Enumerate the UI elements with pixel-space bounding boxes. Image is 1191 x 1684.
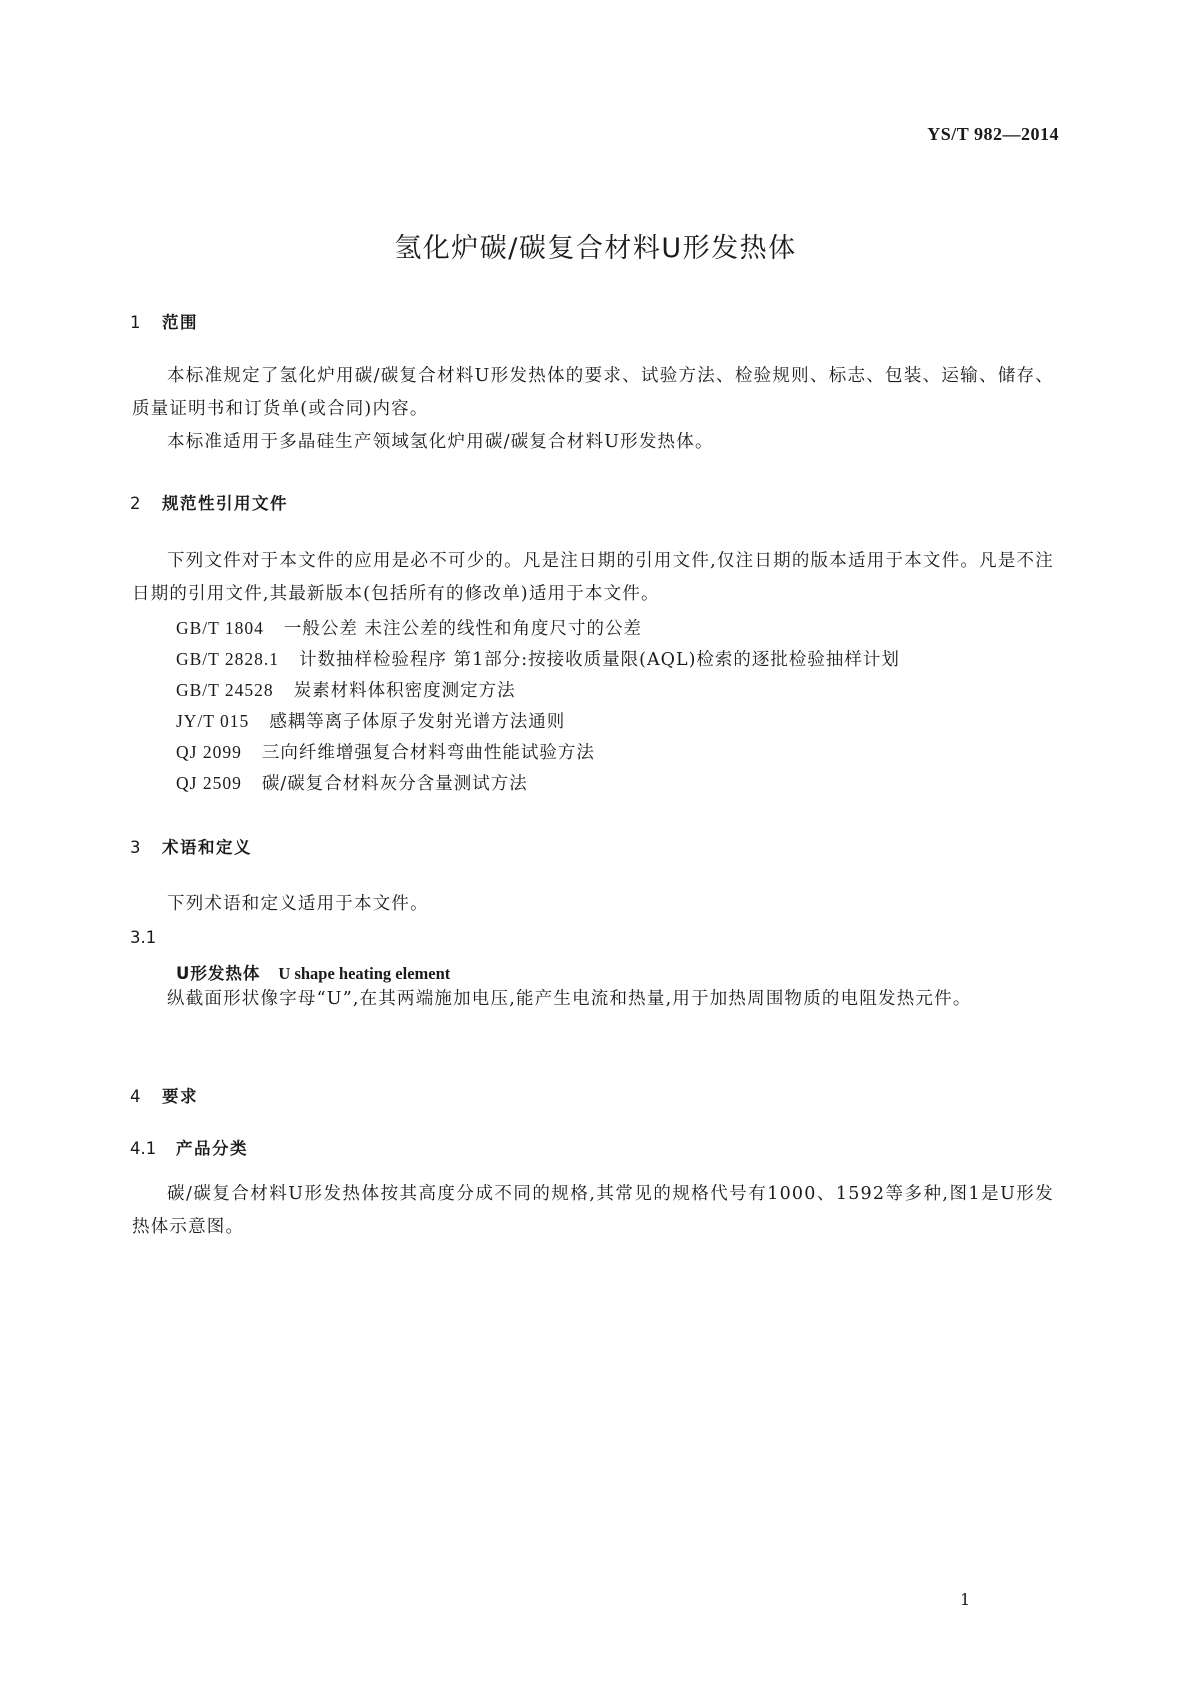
reference-item <box>176 770 528 795</box>
reference-code: GB/T 2828.1 <box>176 649 280 669</box>
section-number: 2 <box>130 494 141 513</box>
section-title: 要求 <box>162 1087 198 1106</box>
reference-title: 三向纤维增强复合材料弯曲性能试验方法 <box>261 743 595 763</box>
term-number: 3.1 <box>130 928 157 947</box>
section-title: 规范性引用文件 <box>162 494 288 513</box>
terms-intro: 下列术语和定义适用于本文件。 <box>167 894 429 914</box>
reference-code: GB/T 1804 <box>176 618 264 638</box>
section-1-heading <box>130 309 198 333</box>
document-title: 氢化炉碳/碳复合材料U形发热体 <box>394 233 797 264</box>
section-number: 3 <box>130 838 141 857</box>
term-name-cn: U形发热体 <box>176 964 261 983</box>
reference-title: 感耦等离子体原子发射光谱方法通则 <box>269 712 566 732</box>
reference-item <box>176 739 595 764</box>
section-number: 1 <box>130 313 141 332</box>
standard-code: YS/T 982—2014 <box>927 124 1059 144</box>
section-title: 术语和定义 <box>162 838 252 857</box>
page-number: 1 <box>960 1590 971 1609</box>
section-3-heading <box>130 834 252 858</box>
term-definition: 纵截面形状像字母“U”,在其两端施加电压,能产生电流和热量,用于加热周围物质的电阻发热元件。 <box>167 989 972 1009</box>
term-name <box>176 960 450 984</box>
reference-item <box>176 615 642 640</box>
subsection-title: 产品分类 <box>176 1139 248 1158</box>
section-2-heading <box>130 490 288 514</box>
reference-code: JY/T 015 <box>176 711 250 731</box>
reference-title: 炭素材料体积密度测定方法 <box>293 681 516 701</box>
scope-paragraph-2: 本标准适用于多晶硅生产领域氢化炉用碳/碳复合材料U形发热体。 <box>167 432 714 452</box>
reference-title: 碳/碳复合材料灰分含量测试方法 <box>261 774 528 794</box>
reference-item <box>176 677 516 702</box>
section-title: 范围 <box>162 313 198 332</box>
scope-paragraph-1: 本标准规定了氢化炉用碳/碳复合材料U形发热体的要求、试验方法、检验规则、标志、包装、运输、储存、质量证明书和订货单(或合同)内容。 <box>132 366 1054 419</box>
product-classification-paragraph: 碳/碳复合材料U形发热体按其高度分成不同的规格,其常见的规格代号有1000、1592等多种,图1是U形发热体示意图。 <box>132 1184 1054 1237</box>
reference-item <box>176 708 565 733</box>
reference-title: 一般公差 未注公差的线性和角度尺寸的公差 <box>283 619 642 639</box>
section-number: 4 <box>130 1087 141 1106</box>
reference-item <box>176 646 900 671</box>
normative-refs-intro: 下列文件对于本文件的应用是必不可少的。凡是注日期的引用文件,仅注日期的版本适用于本文件。凡是不注日期的引用文件,其最新版本(包括所有的修改单)适用于本文件。 <box>132 551 1054 604</box>
reference-code: QJ 2099 <box>176 742 242 762</box>
section-4-1-heading <box>130 1135 248 1159</box>
subsection-number: 4.1 <box>130 1139 157 1158</box>
reference-code: GB/T 24528 <box>176 680 274 700</box>
section-4-heading <box>130 1083 198 1107</box>
term-name-en: U shape heating element <box>278 964 451 983</box>
reference-title: 计数抽样检验程序 第1部分:按接收质量限(AQL)检索的逐批检验抽样计划 <box>299 650 900 670</box>
reference-code: QJ 2509 <box>176 773 242 793</box>
